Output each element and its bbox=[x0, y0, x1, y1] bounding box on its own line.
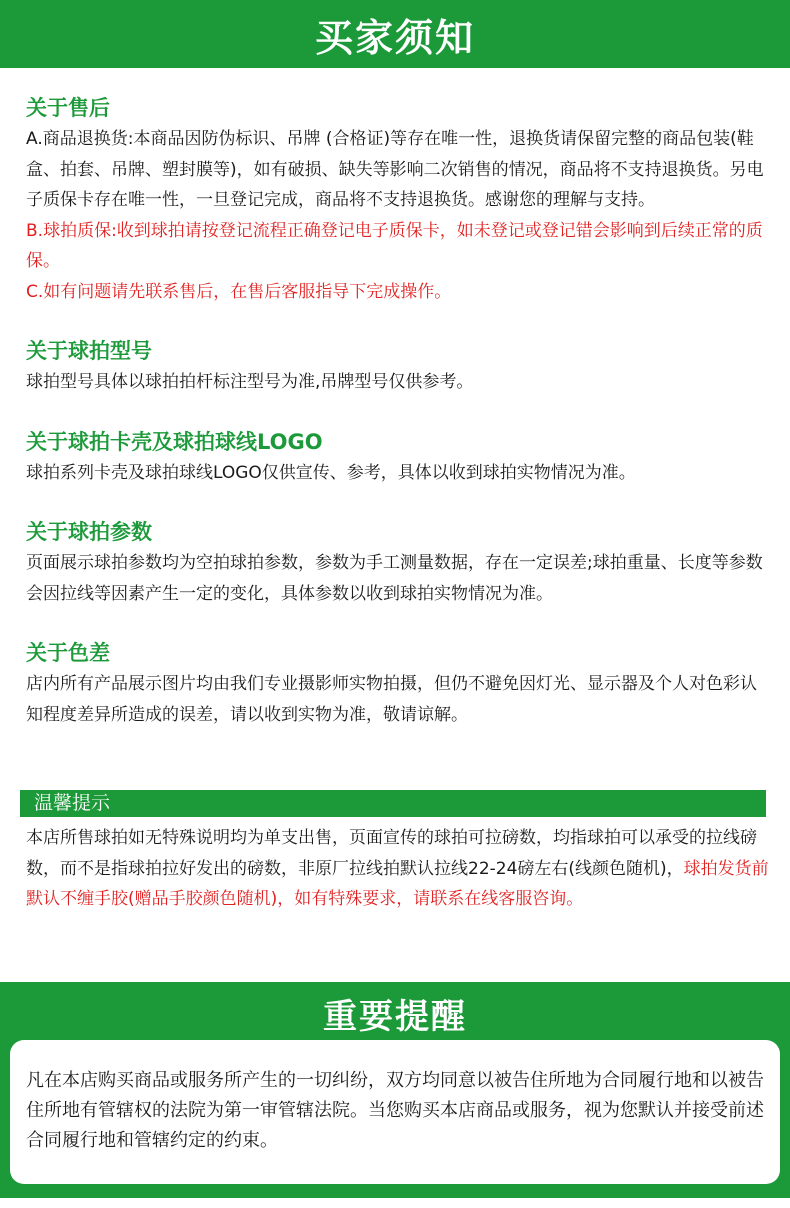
important-text: 凡在本店购买商品或服务所产生的一切纠纷，双方均同意以被告住所地为合同履行地和以被告住所地有管辖权的法院为第一审管辖法院。当您购买本店商品或服务，视为您默认并接受前述合同履行地和管辖约定的约束。 bbox=[26, 1070, 764, 1151]
after-sales-warranty: B.球拍质保:收到球拍请按登记流程正确登记电子质保卡，如未登记或登记错会影响到后续正常的质保。 bbox=[26, 220, 763, 271]
model-text: 球拍型号具体以球拍拍杆标注型号为准,吊牌型号仅供参考。 bbox=[26, 372, 474, 392]
logo-text: 球拍系列卡壳及球拍球线LOGO仅供宣传、参考，具体以收到球拍实物情况为准。 bbox=[26, 462, 636, 483]
section-title-color: 关于色差 bbox=[26, 641, 110, 665]
section-title-after-sales: 关于售后 bbox=[26, 96, 110, 120]
important-card bbox=[10, 1040, 780, 1184]
tips-text bbox=[26, 823, 771, 915]
section-title-logo: 关于球拍卡壳及球拍球线LOGO bbox=[26, 429, 323, 454]
important-title: 重要提醒 bbox=[323, 996, 467, 1037]
params-text: 页面展示球拍参数均为空拍球拍参数，参数为手工测量数据，存在一定误差;球拍重量、长度等参数会因拉线等因素产生一定的变化，具体参数以收到球拍实物情况为准。 bbox=[26, 553, 763, 604]
after-sales-return-policy: A.商品退换货:本商品因防伪标识、吊牌 (合格证)等存在唯一性，退换货请保留完整的商品包装(鞋盒、拍套、吊牌、塑封膜等)，如有破损、缺失等影响二次销售的情况，商品将不支持退换货。另电子质保卡存在唯一性，一旦登记完成，商品将不支持退换货。感谢您的理解与支持。 bbox=[26, 129, 764, 210]
top-banner bbox=[0, 0, 790, 68]
after-sales-contact: C.如有问题请先联系售后，在售后客服指导下完成操作。 bbox=[26, 281, 452, 302]
section-title-model: 关于球拍型号 bbox=[26, 339, 152, 363]
section-title-params: 关于球拍参数 bbox=[26, 520, 152, 544]
tips-text-main: 本店所售球拍如无特殊说明均为单支出售，页面宣传的球拍可拉磅数，均指球拍可以承受的拉线磅数，而不是指球拍拉好发出的磅数，非原厂拉线拍默认拉线22-24磅左右(线颜色随机)， bbox=[26, 828, 757, 879]
color-text: 店内所有产品展示图片均由我们专业摄影师实物拍摄，但仍不避免因灯光、显示器及个人对色彩认知程度差异所造成的误差，请以收到实物为准，敬请谅解。 bbox=[26, 674, 757, 725]
tips-text-alert: 球拍发货前默认不缠手胶(赠品手胶颜色随机)，如有特殊要求，请联系在线客服咨询。 bbox=[26, 858, 769, 909]
tips-title-bar: 温馨提示 bbox=[20, 790, 766, 817]
page-title: 买家须知 bbox=[314, 15, 475, 60]
notice-content bbox=[26, 92, 771, 730]
